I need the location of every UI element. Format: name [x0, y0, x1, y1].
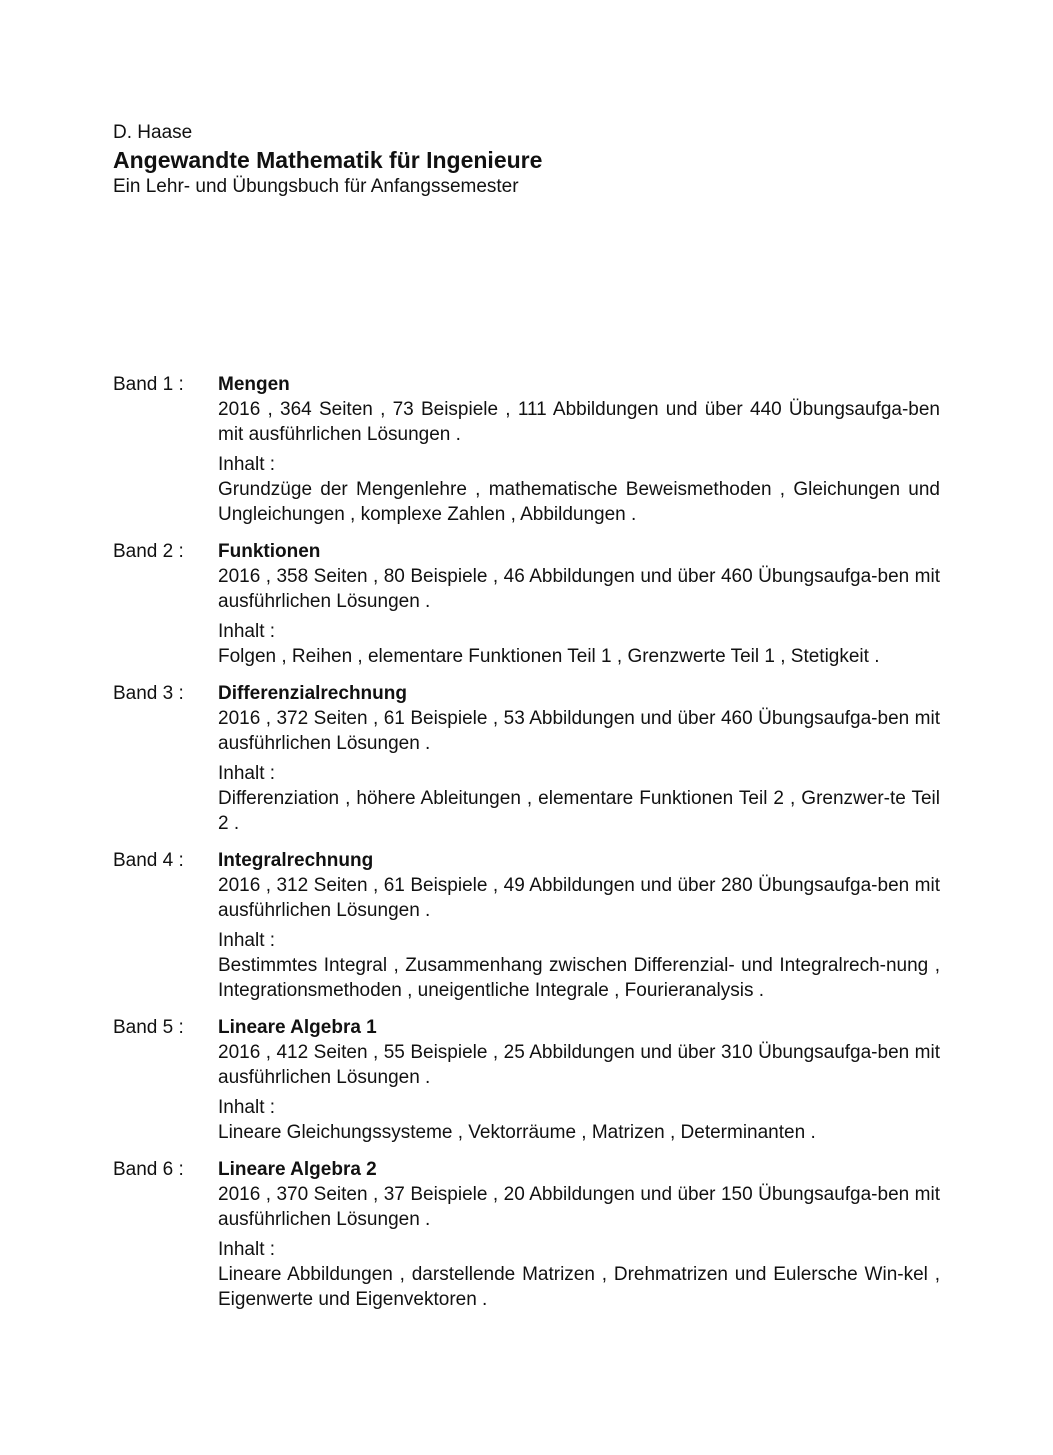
volume-entry-6	[113, 1157, 943, 1312]
volume-label: Band 2 :	[113, 541, 184, 562]
content-text: Differenziation , höhere Ableitungen , elementare Funktionen Teil 2 , Grenzwer-te Teil 2 .	[218, 788, 940, 834]
series-title: Angewandte Mathematik für Ingenieure	[113, 147, 543, 173]
volume-label: Band 4 :	[113, 850, 184, 871]
volume-entry-3	[113, 681, 943, 836]
volume-label: Band 3 :	[113, 683, 184, 704]
volume-title: Differenzialrechnung	[218, 683, 407, 704]
series-subtitle: Ein Lehr- und Übungsbuch für Anfangssemester	[113, 176, 519, 197]
volume-body	[218, 1157, 940, 1312]
volume-body	[218, 681, 940, 836]
content-label: Inhalt :	[218, 1239, 276, 1260]
document-header	[113, 121, 943, 199]
volume-description: 2016 , 364 Seiten , 73 Beispiele , 111 Abbildungen und über 440 Übungsaufga-ben mit ausführlichen Lösungen .	[218, 399, 940, 445]
volume-title: Lineare Algebra 1	[218, 1017, 377, 1038]
volume-label: Band 1 :	[113, 374, 184, 395]
volume-body	[218, 1015, 940, 1145]
content-text: Grundzüge der Mengenlehre , mathematische Beweismethoden , Gleichungen und Ungleichungen , komplexe Zahlen , Abbildungen .	[218, 479, 940, 525]
content-label: Inhalt :	[218, 763, 276, 784]
content-text: Lineare Abbildungen , darstellende Matrizen , Drehmatrizen und Eulersche Win-kel , Eigenwerte und Eigenvektoren .	[218, 1264, 940, 1310]
author: D. Haase	[113, 122, 193, 143]
volume-list	[113, 372, 943, 1324]
content-label: Inhalt :	[218, 930, 276, 951]
volume-entry-1	[113, 372, 943, 527]
volume-title: Funktionen	[218, 541, 321, 562]
volume-title: Mengen	[218, 374, 290, 395]
volume-description: 2016 , 358 Seiten , 80 Beispiele , 46 Abbildungen und über 460 Übungsaufga-ben mit ausführlichen Lösungen .	[218, 566, 940, 612]
volume-entry-2	[113, 539, 943, 669]
volume-label: Band 6 :	[113, 1159, 184, 1180]
content-text: Folgen , Reihen , elementare Funktionen Teil 1 , Grenzwerte Teil 1 , Stetigkeit .	[218, 646, 880, 667]
volume-label: Band 5 :	[113, 1017, 184, 1038]
content-label: Inhalt :	[218, 621, 276, 642]
volume-title: Integralrechnung	[218, 850, 374, 871]
volume-body	[218, 848, 940, 1003]
volume-description: 2016 , 372 Seiten , 61 Beispiele , 53 Abbildungen und über 460 Übungsaufga-ben mit ausführlichen Lösungen .	[218, 708, 940, 754]
content-text: Lineare Gleichungssysteme , Vektorräume , Matrizen , Determinanten .	[218, 1122, 816, 1143]
content-label: Inhalt :	[218, 1097, 276, 1118]
volume-body	[218, 539, 940, 669]
volume-entry-5	[113, 1015, 943, 1145]
volume-description: 2016 , 370 Seiten , 37 Beispiele , 20 Abbildungen und über 150 Übungsaufga-ben mit ausführlichen Lösungen .	[218, 1184, 940, 1230]
volume-body	[218, 372, 940, 527]
volume-entry-4	[113, 848, 943, 1003]
volume-title: Lineare Algebra 2	[218, 1159, 377, 1180]
volume-description: 2016 , 312 Seiten , 61 Beispiele , 49 Abbildungen und über 280 Übungsaufga-ben mit ausführlichen Lösungen .	[218, 875, 940, 921]
content-label: Inhalt :	[218, 454, 276, 475]
volume-description: 2016 , 412 Seiten , 55 Beispiele , 25 Abbildungen und über 310 Übungsaufga-ben mit ausführlichen Lösungen .	[218, 1042, 940, 1088]
content-text: Bestimmtes Integral , Zusammenhang zwischen Differenzial- und Integralrech-nung , Integrationsmethoden , uneigentliche Integrale , Fourieranalysis .	[218, 955, 940, 1001]
